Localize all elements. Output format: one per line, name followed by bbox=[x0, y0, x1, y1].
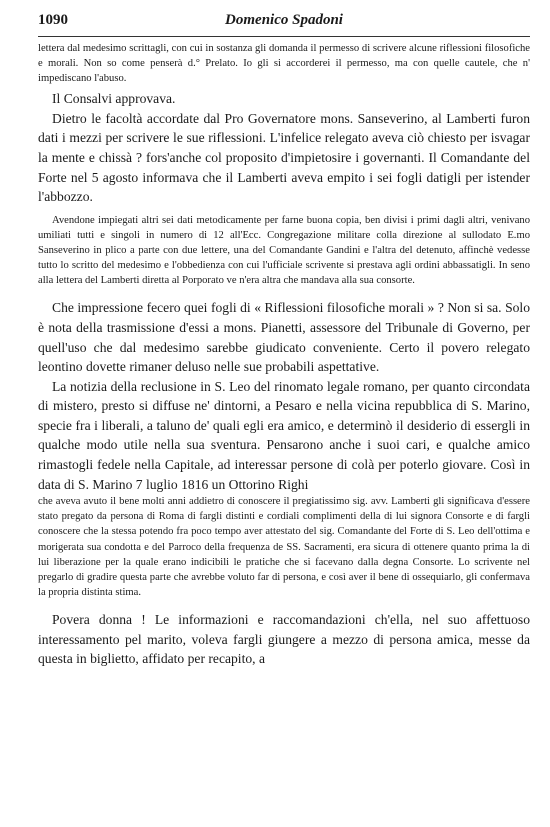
paragraph-povera-donna: Povera donna ! Le informazioni e raccomandazioni ch'ella, nel suo affettuoso interessamento pel marito, voleva fargli giungere a mezzo di persona amica, messe da questa in biglietto, affidato per recapito, a bbox=[38, 611, 530, 667]
paragraph-facolta: Dietro le facoltà accordate dal Pro Governatore mons. Sanseverino, al Lamberti furon dati i mezzi per scrivere le sue riflessioni. L'infelice relegato aveva ciò chiesto per isvagar la mente e chissà ? fors'anche col proposito d'impietosire i governanti. Il Comandante del Forte nel 5 agosto informava che il Lamberti aveva empito i sei fogli datigli per istender l'abbozzo. bbox=[38, 110, 530, 205]
page-header bbox=[38, 10, 530, 37]
running-head: Domenico Spadoni bbox=[225, 12, 343, 28]
paragraph-notizia: La notizia della reclusione in S. Leo del rinomato legale romano, per quanto circondata di mistero, presto si diffuse ne' dintorni, a Pesaro e nella vicina repubblica di S. Marino, specie fra i liberali, a taluno de' quali egli era amico, e determinò il desiderio di essergli in qualche modo utile nella sua sventura. Pensarono anche i suoi cari, e qualche amico rimastogli fedele nella Capitale, ad interessar persone di colà per poterlo giovare. Così in data di S. Marino 7 luglio 1816 un Ottorino Righi bbox=[38, 378, 530, 492]
paragraph-consalvi: Il Consalvi approvava. bbox=[52, 91, 176, 107]
quote-letter-continuation: lettera dal medesimo scrittagli, con cui in sostanza gli domanda il permesso di scrivere alcune riflessioni filosofiche e morali. Non so come penserà d.° Prelato. Io gli si accorderei il permesso, ma con quelle cautele, che n' impediscano l'abuso. bbox=[38, 43, 530, 85]
page-number: 1090 bbox=[38, 12, 68, 28]
quote-report-fogli: Avendone impiegati altri sei dati metodicamente per farne buona copia, ben divisi i primi dagli altri, venivano umiliati tutti e singoli in numero di 12 all'Ecc. Congregazione militare colla direzione al sullodato E.mo Sanseverino in plico a parte con due lettere, una del Comandante Gandini e l'altra del detenuto, affinchè vedesse tutto lo scritto del medesimo e l'obbedienza con cui l'ufficiale scrivente si prestava agli ordini abbassatigli. In seno alla lettera del Lamberti diretta al Porporato ve n'era altra che mandava alla sua consorte. bbox=[38, 214, 530, 287]
paragraph-impressione: Che impressione fecero quei fogli di « Riflessioni filosofiche morali » ? Non si sa. Solo è nota della trasmissione d'essi a mons. Pianetti, assessore del Tribunale di Governo, per quell'uso che dal medesimo sarebbe giudicato conveniente. Certo il povero relegato leontino dovette rimaner deluso nelle sue probabili aspettative. bbox=[38, 300, 530, 375]
book-page bbox=[38, 10, 530, 669]
quote-righi-letter: che aveva avuto il bene molti anni addietro di conoscere il pregiatissimo sig. avv. Lamberti gli significava d'essere stato pregato da persona di Roma di fargli distinti e cordiali complimenti della di lui signora Consorte e di fargli conoscere che la stessa potendo fra poco tempo aver attestato del sig. Comandante del Forte di S. Leo dell'ottima e morigerata sua condotta e del Parroco della frequenza de SS. Sacramenti, era sicura di ottenere quanto prima la di lui liberazione per la quale erano indicibili le pratiche che si facevano dalla degna Consorte. Lo scrivente nel pregarlo di gradire questa parte che avrebbe voluto far di persona, e così aver il bene di ossequiarlo, gli confermava la propria distinta stima. bbox=[38, 496, 530, 598]
